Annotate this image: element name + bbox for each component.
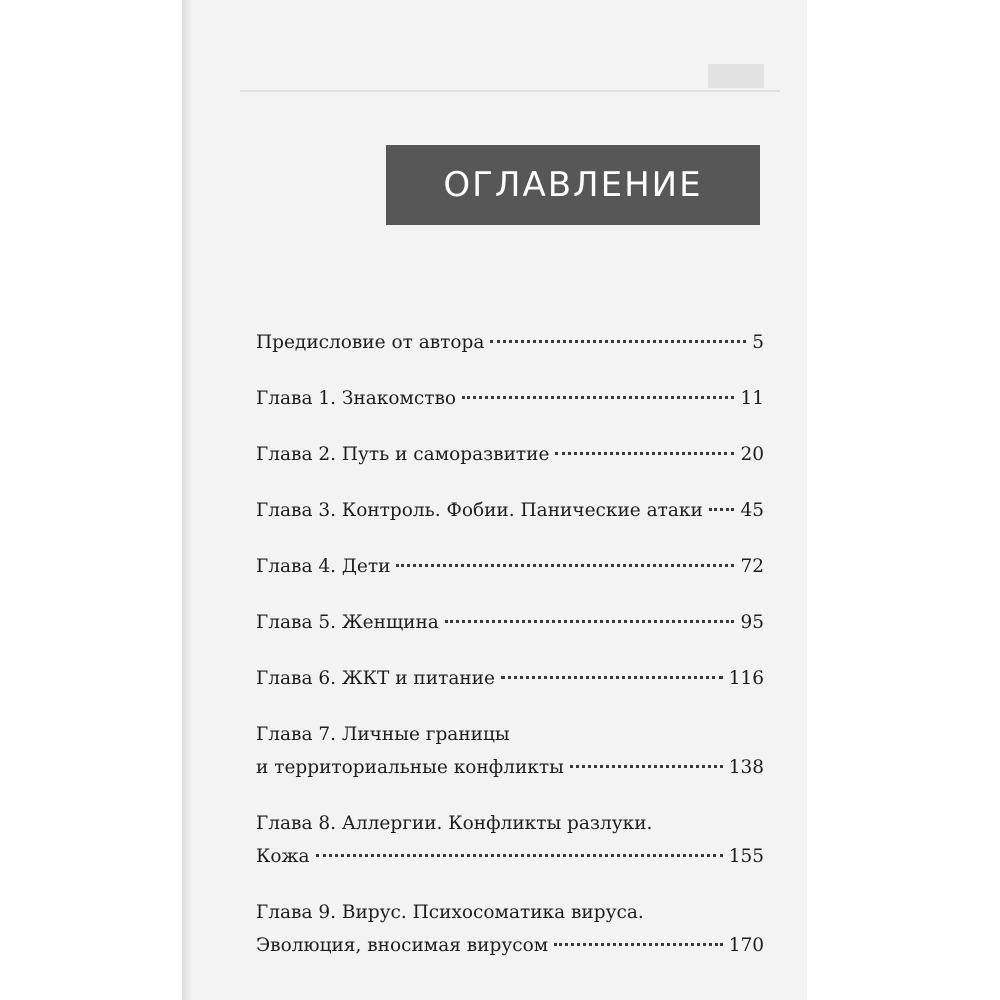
dot-leader: [445, 620, 735, 623]
toc-entry-title: Глава 5. Женщина: [256, 612, 439, 633]
toc-page-number: 138: [728, 757, 764, 778]
toc-entry: [256, 388, 764, 421]
toc-line: [256, 612, 764, 645]
toc-page-number: 170: [728, 935, 764, 956]
table-of-contents: [256, 332, 764, 991]
toc-entry-title: Глава 6. ЖКТ и питание: [256, 668, 495, 689]
toc-page-number: 11: [740, 388, 764, 409]
dot-leader: [709, 508, 735, 511]
header-tab: [708, 64, 764, 88]
toc-page-number: 45: [740, 500, 764, 521]
toc-entry: [256, 444, 764, 477]
toc-heading: ОГЛАВЛЕНИЕ: [443, 165, 703, 205]
toc-entry-title: Глава 8. Аллергии. Конфликты разлуки.: [256, 813, 653, 834]
toc-entry: [256, 668, 764, 701]
toc-entry: [256, 724, 764, 790]
toc-page-number: 20: [740, 444, 764, 465]
dot-leader: [396, 564, 734, 567]
toc-entry: [256, 556, 764, 589]
toc-entry-title: Глава 1. Знакомство: [256, 388, 457, 409]
toc-line: [256, 444, 764, 477]
header-rule: [240, 90, 780, 92]
dot-leader: [490, 340, 746, 343]
toc-line: [256, 668, 764, 701]
toc-line: [256, 813, 764, 846]
toc-entry-title: Глава 9. Вирус. Психосоматика вируса.: [256, 902, 644, 923]
toc-entry-title: Глава 2. Путь и саморазвитие: [256, 444, 550, 465]
dot-leader: [570, 765, 723, 768]
toc-entry-title: Эволюция, вносимая вирусом: [256, 935, 549, 956]
toc-page-number: 95: [740, 612, 764, 633]
toc-heading-box: [386, 145, 760, 225]
toc-entry-title: Глава 4. Дети: [256, 556, 391, 577]
toc-page-number: 5: [752, 332, 764, 353]
toc-entry: [256, 332, 764, 365]
toc-entry: [256, 500, 764, 533]
toc-line: [256, 757, 764, 790]
toc-line: [256, 935, 764, 968]
toc-entry-title: и территориальные конфликты: [256, 757, 564, 778]
toc-entry: [256, 813, 764, 879]
toc-entry-title: Предисловие от автора: [256, 332, 485, 353]
toc-line: [256, 846, 764, 879]
toc-line: [256, 388, 764, 421]
toc-entry: [256, 902, 764, 968]
toc-line: [256, 500, 764, 533]
toc-page-number: 116: [728, 668, 764, 689]
dot-leader: [555, 452, 734, 455]
dot-leader: [316, 854, 723, 857]
toc-entry: [256, 612, 764, 645]
toc-page-number: 155: [728, 846, 764, 867]
toc-entry-title: Кожа: [256, 846, 310, 867]
dot-leader: [462, 396, 734, 399]
toc-entry-title: Глава 3. Контроль. Фобии. Панические атаки: [256, 500, 703, 521]
toc-entry-title: Глава 7. Личные границы: [256, 724, 510, 745]
toc-page-number: 72: [740, 556, 764, 577]
toc-line: [256, 332, 764, 365]
dot-leader: [554, 943, 723, 946]
toc-line: [256, 724, 764, 757]
dot-leader: [501, 676, 723, 679]
toc-line: [256, 556, 764, 589]
page-fold-shadow: [182, 0, 192, 1000]
toc-line: [256, 902, 764, 935]
